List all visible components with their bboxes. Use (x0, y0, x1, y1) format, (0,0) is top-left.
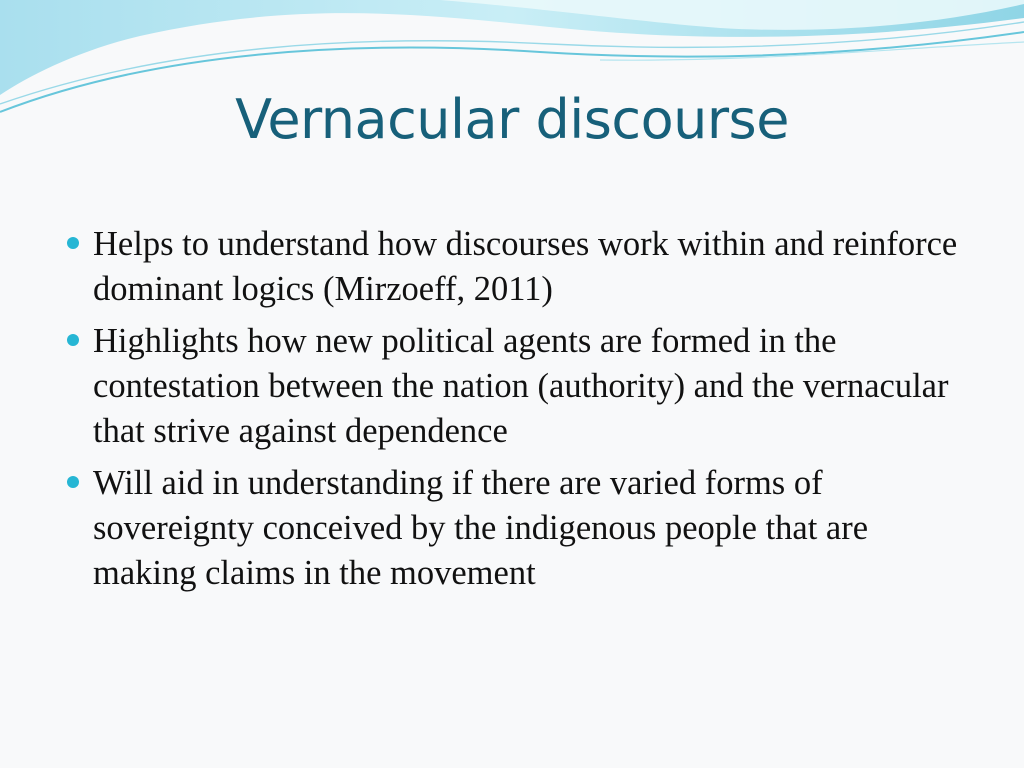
bullet-item (64, 222, 964, 312)
bullet-text: Will aid in understanding if there are varied forms of sovereignty conceived by the indigenous people that are making claims in the movement (93, 464, 869, 592)
bullet-item (64, 461, 964, 596)
bullet-text: Highlights how new political agents are formed in the contestation between the nation (authority) and the vernacular that strive against dependence (93, 322, 949, 450)
bullet-item (64, 319, 964, 454)
bullet-dot-icon (67, 237, 79, 249)
bullet-list (64, 222, 964, 603)
bullet-dot-icon (67, 476, 79, 488)
bullet-text: Helps to understand how discourses work within and reinforce dominant logics (Mirzoeff, 2011) (93, 225, 958, 308)
bullet-dot-icon (67, 334, 79, 346)
slide-title: Vernacular discourse (235, 88, 789, 151)
